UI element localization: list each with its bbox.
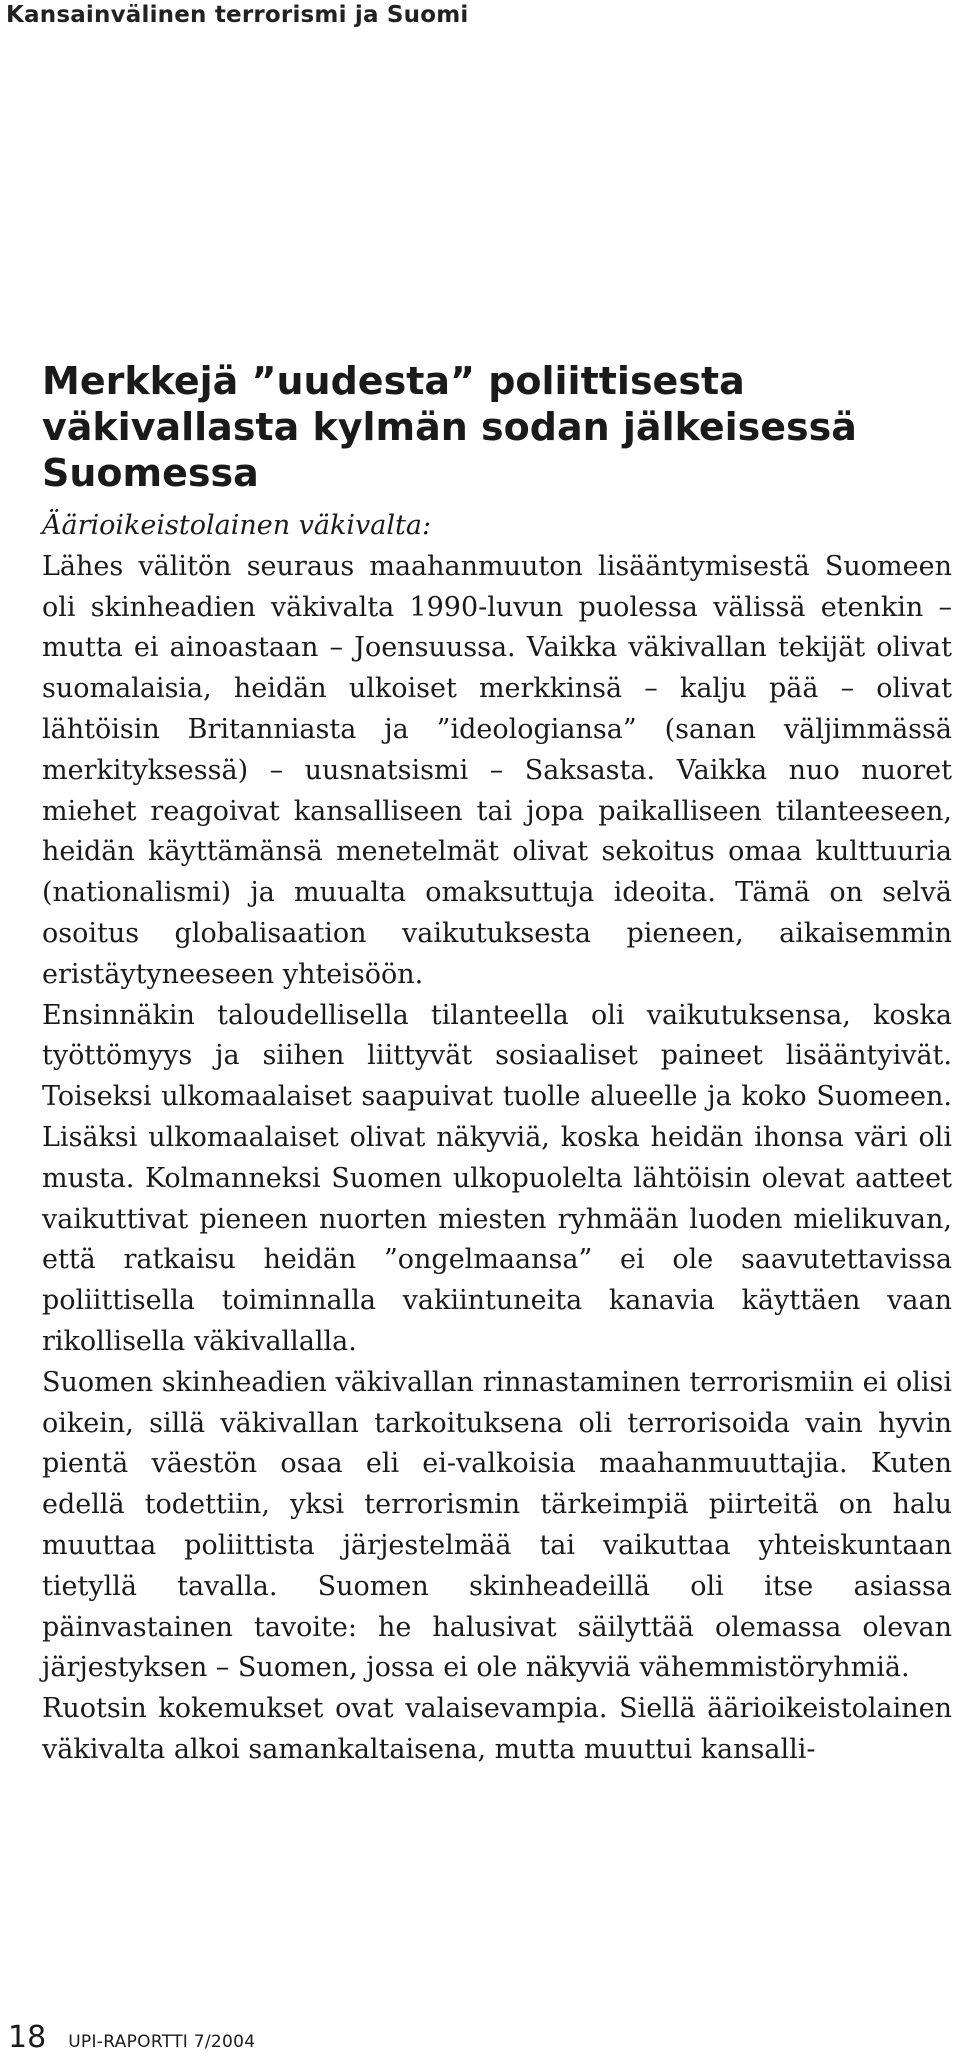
- paragraph-4: Ruotsin kokemukset ovat valaisevampia. Siellä äärioikeistolainen väkivalta alkoi samankaltaisena, mutta muuttui kansalli-: [42, 1693, 952, 1765]
- body-text: [42, 506, 952, 1771]
- section-label: Äärioikeistolainen väkivalta:: [42, 510, 432, 541]
- paragraph-1: Lähes välitön seuraus maahanmuuton lisääntymisestä Suomeen oli skinheadien väkivalta 1990-luvun puolessa välissä etenkin – mutta ei ainoastaan – Joensuussa. Vaikka väkivallan tekijät olivat suomalaisia, heidän ulkoiset merkkinsä – kalju pää – olivat lähtöisin Britanniasta ja ”ideologiansa” (sanan väljimmässä merkityksessä) – uusnatsismi – Saksasta. Vaikka nuo nuoret miehet reagoivat kansalliseen tai jopa paikalliseen tilanteeseen, heidän käyttämänsä menetelmät olivat sekoitus omaa kulttuuria (nationalismi) ja muualta omaksuttuja ideoita. Tämä on selvä osoitus globalisaation vaikutuksesta pieneen, aikaisemmin eristäytyneeseen yhteisöön.: [42, 550, 952, 990]
- page-footer: [8, 2020, 255, 2055]
- page-number: 18: [8, 2020, 47, 2055]
- chapter-title: Merkkejä ”uudesta” poliittisesta väkivallasta kylmän sodan jälkeisessä Suomessa: [42, 359, 857, 495]
- running-header: Kansainvälinen terrorismi ja Suomi: [6, 2, 469, 28]
- paragraph-3: Suomen skinheadien väkivallan rinnastaminen terrorismiin ei olisi oikein, sillä väkivallan tarkoituksena oli terrorisoida vain hyvin pientä väestön osaa eli ei-valkoisia maahanmuuttajia. Kuten edellä todettiin, yksi terrorismin tärkeimpiä piirteitä on halu muuttaa poliittista järjestelmää tai vaikuttaa yhteiskuntaan tietyllä tavalla. Suomen skinheadeillä oli itse asiassa päinvastainen tavoite: he halusivat säilyttää olemassa olevan järjestyksen – Suomen, jossa ei ole näkyviä vähemmistöryhmiä.: [42, 1366, 952, 1684]
- paragraph-2: Ensinnäkin taloudellisella tilanteella oli vaikutuksensa, koska työttömyys ja siihen liittyvät sosiaaliset paineet lisääntyivät. Toiseksi ulkomaalaiset saapuivat tuolle alueelle ja koko Suomeen. Lisäksi ulkomaalaiset olivat näkyviä, koska heidän ihonsa väri oli musta. Kolmanneksi Suomen ulkopuolelta lähtöisin olevat aatteet vaikuttivat pieneen nuorten miesten ryhmään luoden mielikuvan, että ratkaisu heidän ”ongelmaansa” ei ole saavutettavissa poliittisella toiminnalla vakiintuneita kanavia käyttäen vaan rikollisella väkivallalla.: [42, 999, 952, 1357]
- publication-name: UPI-RAPORTTI 7/2004: [68, 2032, 256, 2052]
